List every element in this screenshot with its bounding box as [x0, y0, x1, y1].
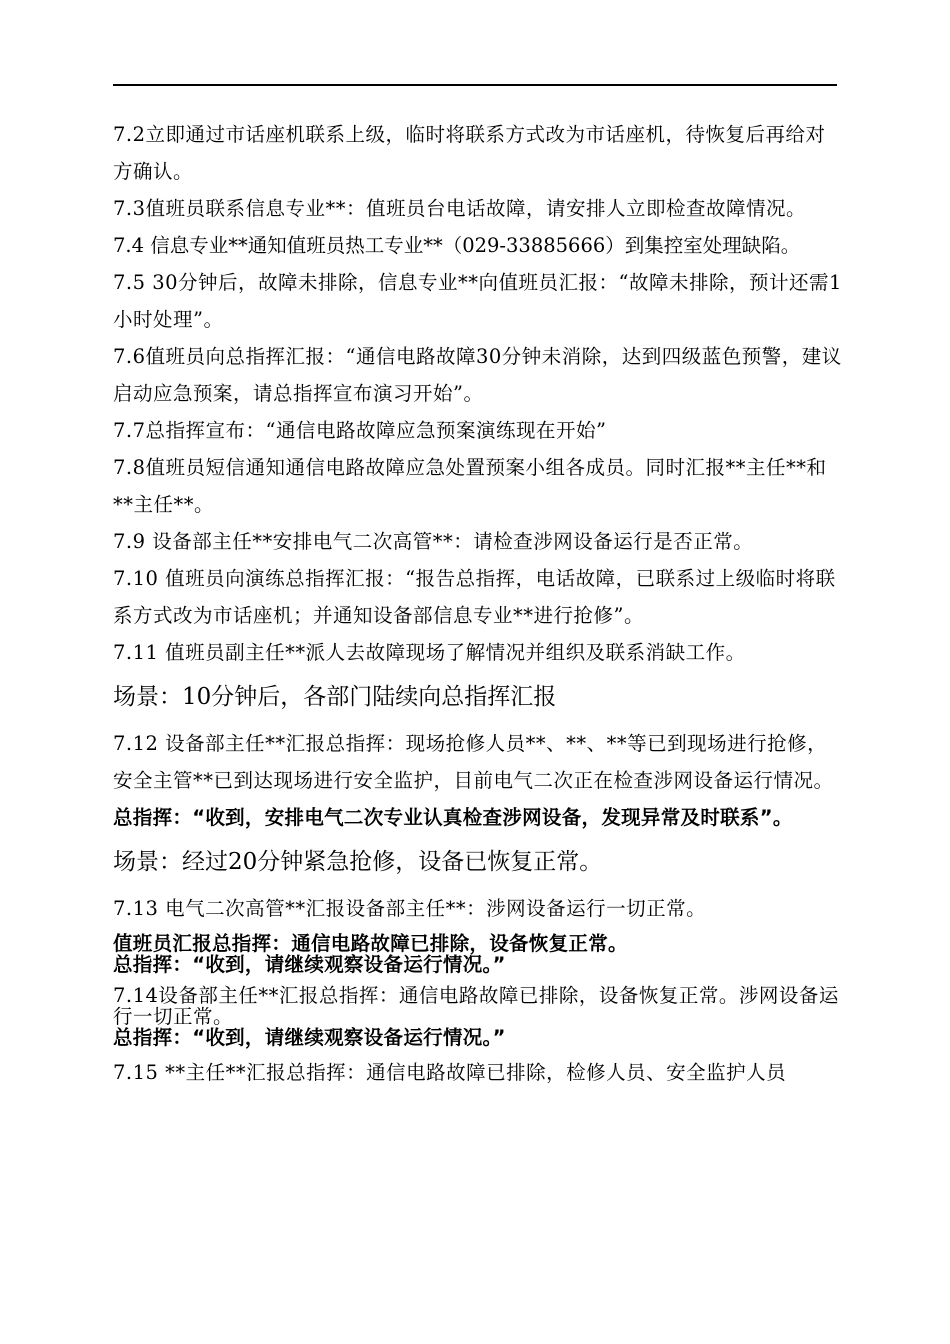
paragraph-7-11: 7.11 值班员副主任**派人去故障现场了解情况并组织及联系消缺工作。: [113, 641, 746, 664]
document-body: [113, 116, 843, 1091]
paragraph-7-5: 7.5 30分钟后，故障未排除，信息专业**向值班员汇报：“故障未排除，预计还需1小时处理”。: [113, 271, 842, 331]
paragraph-7-8: 7.8值班员短信通知通信电路故障应急处置预案小组各成员。同时汇报**主任**和**主任**。: [113, 456, 827, 516]
paragraph-7-9: 7.9 设备部主任**安排电气二次高管**：请检查涉网设备运行是否正常。: [113, 530, 754, 553]
paragraph-7-14: 7.14设备部主任**汇报总指挥：通信电路故障已排除，设备恢复正常。涉网设备运行一切正常。: [113, 984, 839, 1028]
scene-heading-2: 场景：经过20分钟紧急抢修，设备已恢复正常。: [113, 849, 603, 875]
scene-heading-1: 场景：10分钟后，各部门陆续向总指挥汇报: [113, 684, 557, 710]
header-rule: [113, 84, 837, 86]
commander-response-3: 总指挥：“收到，请继续观察设备运行情况。”: [113, 1026, 506, 1049]
duty-officer-report: 值班员汇报总指挥：通信电路故障已排除，设备恢复正常。: [113, 932, 628, 955]
paragraph-7-7: 7.7总指挥宣布：“通信电路故障应急预案演练现在开始”: [113, 419, 607, 442]
commander-response-2: 总指挥：“收到，请继续观察设备运行情况。”: [113, 953, 506, 976]
paragraph-7-15: 7.15 **主任**汇报总指挥：通信电路故障已排除，检修人员、安全监护人员: [113, 1061, 787, 1084]
paragraph-7-4: 7.4 信息专业**通知值班员热工专业**（029-33885666）到集控室处理缺陷。: [113, 234, 801, 257]
paragraph-7-10: 7.10 值班员向演练总指挥汇报：“报告总指挥，电话故障，已联系过上级临时将联系方式改为市话座机；并通知设备部信息专业**进行抢修”。: [113, 567, 836, 627]
paragraph-7-3: 7.3值班员联系信息专业**：值班员台电话故障，请安排人立即检查故障情况。: [113, 197, 807, 220]
paragraph-7-2: 7.2立即通过市话座机联系上级，临时将联系方式改为市话座机，待恢复后再给对方确认。: [113, 123, 826, 183]
paragraph-7-6: 7.6值班员向总指挥汇报：“通信电路故障30分钟未消除，达到四级蓝色预警，建议启动应急预案，请总指挥宣布演习开始”。: [113, 345, 842, 405]
paragraph-7-12: 7.12 设备部主任**汇报总指挥：现场抢修人员**、**、**等已到现场进行抢修，安全主管**已到达现场进行安全监护，目前电气二次正在检查涉网设备运行情况。: [113, 732, 834, 792]
commander-response-1: 总指挥：“收到，安排电气二次专业认真检查涉网设备，发现异常及时联系”。: [113, 806, 793, 829]
paragraph-7-13: 7.13 电气二次高管**汇报设备部主任**：涉网设备运行一切正常。: [113, 897, 707, 920]
